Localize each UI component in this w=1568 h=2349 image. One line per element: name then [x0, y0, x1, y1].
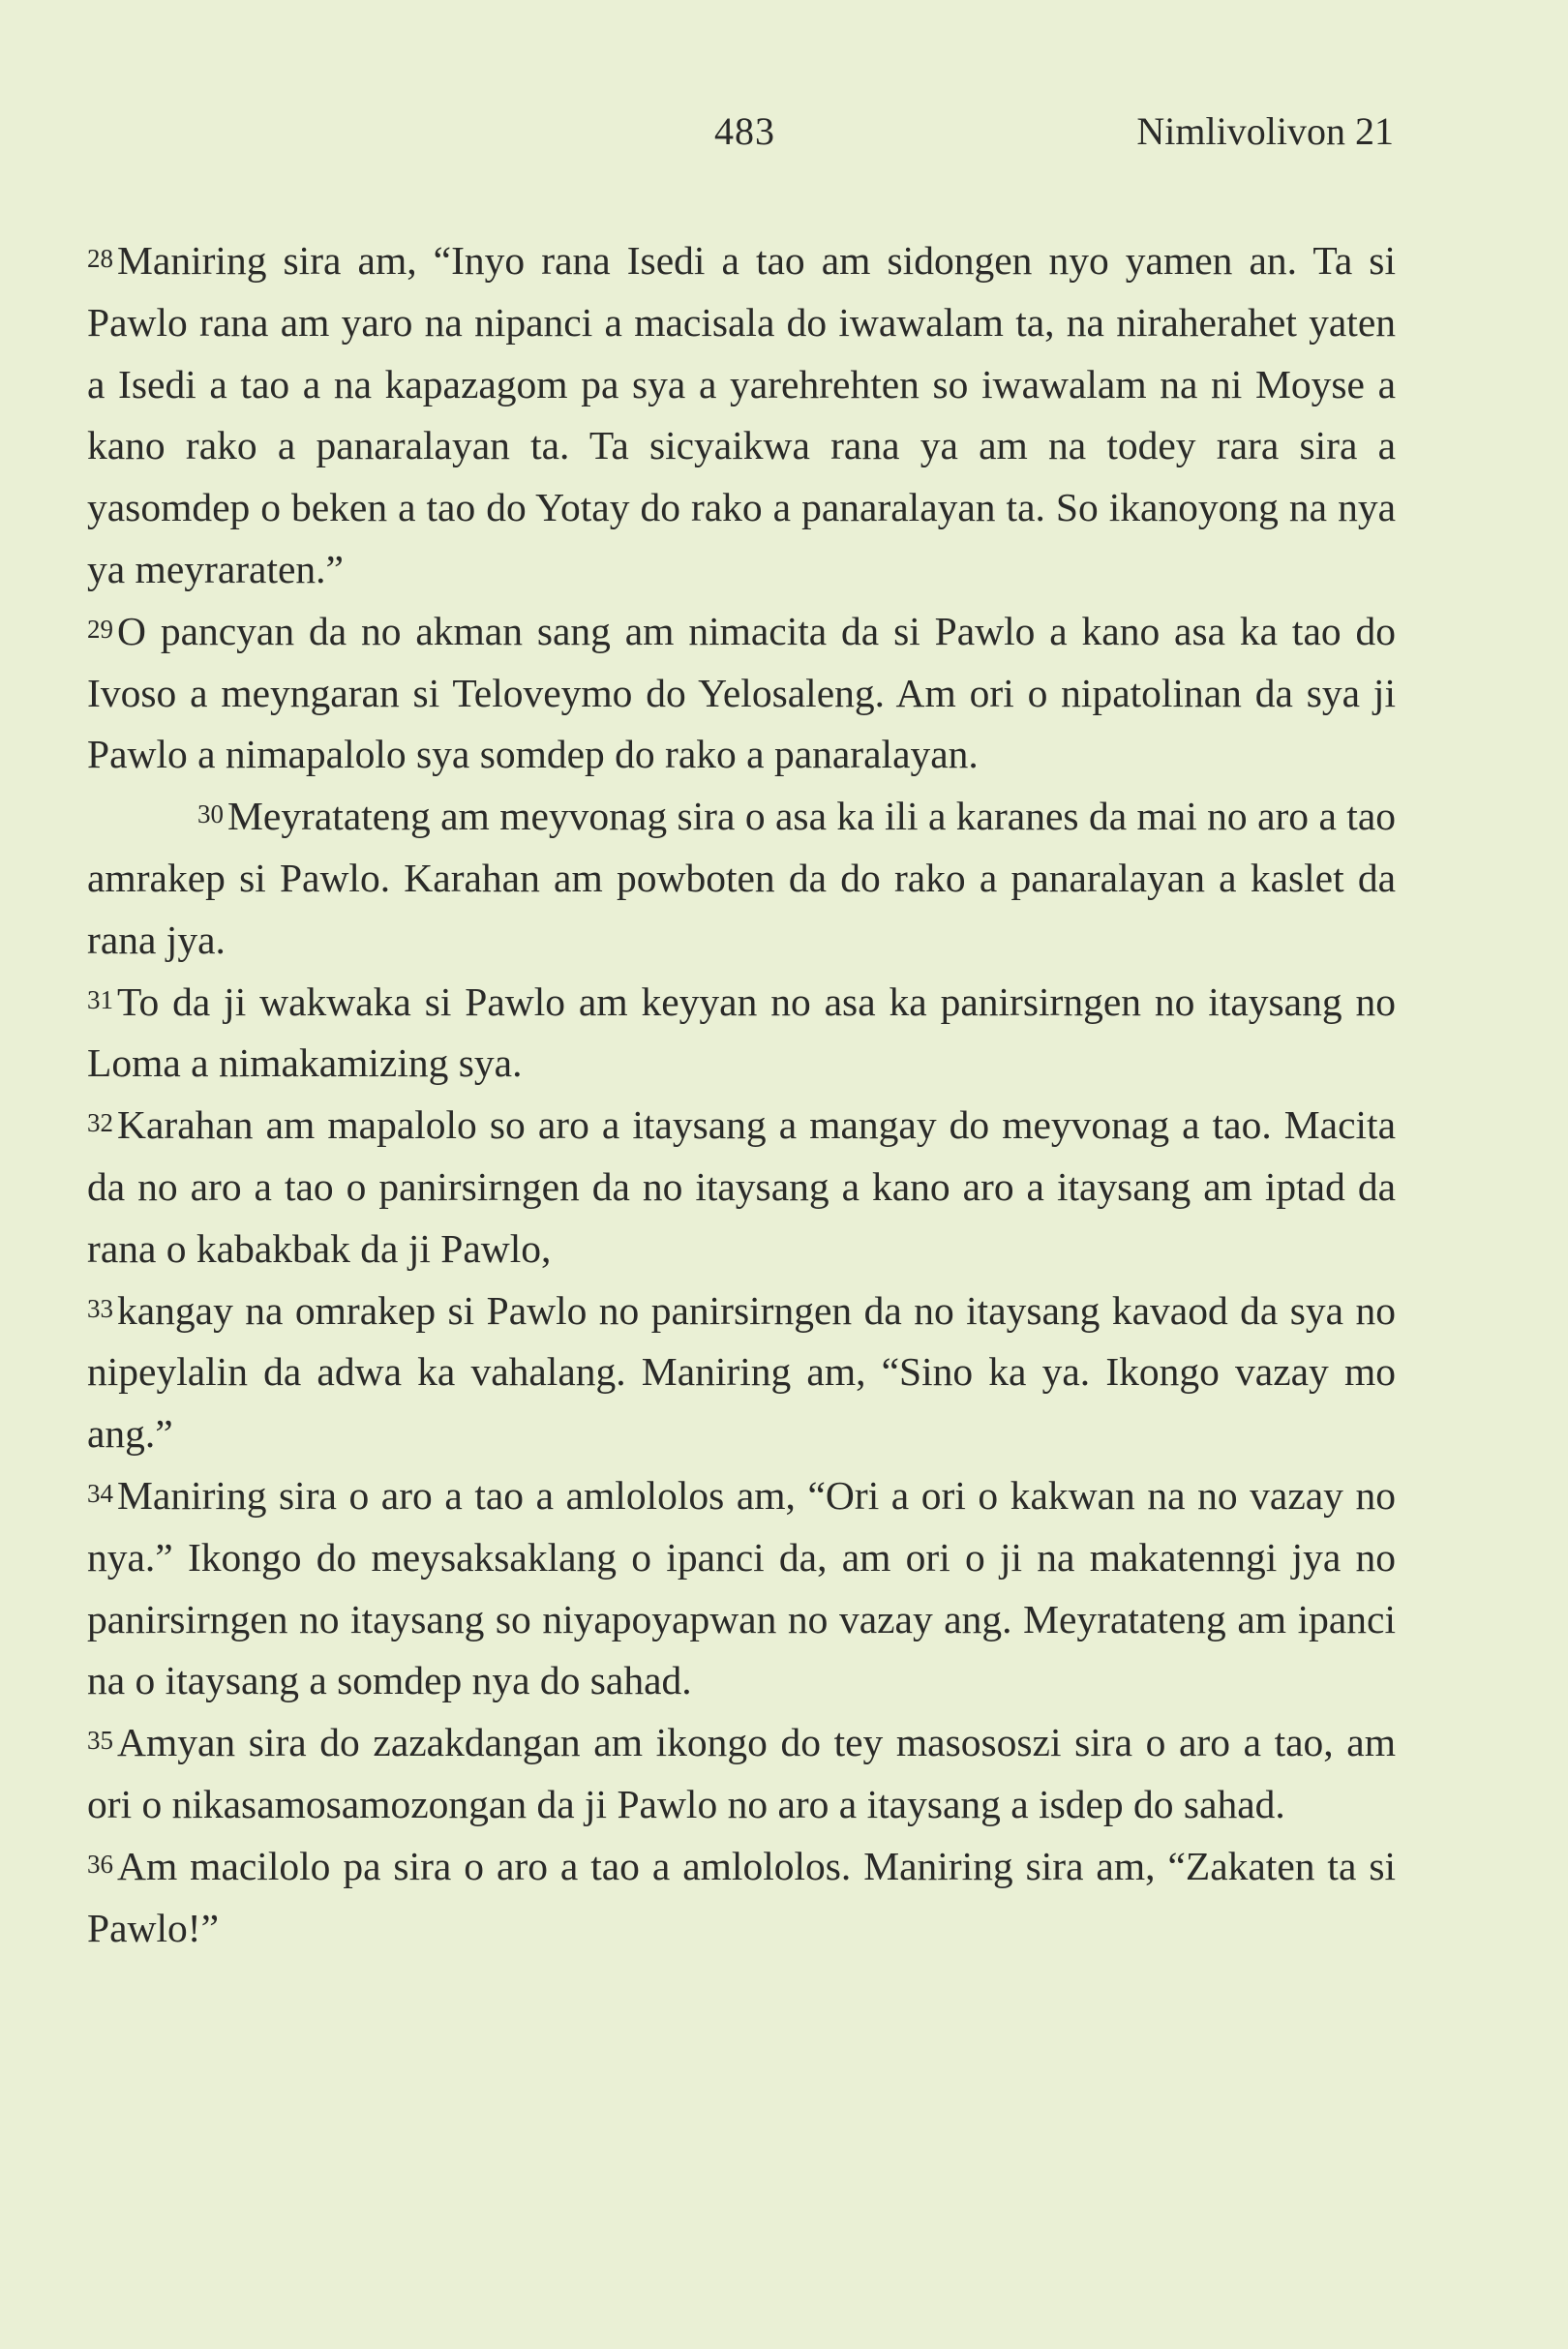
verse-28	[87, 230, 1396, 601]
verse-number: 36	[87, 1849, 113, 1879]
verse-text: Maniring sira am, “Inyo rana Isedi a tao am sidongen nyo yamen an. Ta si Pawlo rana am yaro na nipanci a macisala do iwawalam ta, na niraherahet yaten a Isedi a tao a na kapazagom pa sya a yarehrehten so iwawalam na ni Moyse a kano rako a panaralayan ta. Ta sicyaikwa rana ya am na todey rara sira a yasomdep o beken a tao do Yotay do rako a panaralayan ta. So ikanoyong na nya ya meyraraten.”	[87, 238, 1396, 591]
verse-text: Karahan am mapalolo so aro a itaysang a mangay do meyvonag a tao. Macita da no aro a tao o panirsirngen da no itaysang a kano aro a itaysang am iptad da rana o kabakbak da ji Pawlo,	[87, 1102, 1396, 1271]
running-head: Nimlivolivon 21	[1136, 109, 1394, 153]
page-number: 483	[714, 109, 775, 153]
verse-number: 35	[87, 1726, 113, 1756]
verse-number: 32	[87, 1108, 113, 1138]
verse-text: Am macilolo pa sira o aro a tao a amlololos. Maniring sira am, “Zakaten ta si Pawlo!”	[87, 1843, 1396, 1950]
verse-text: Amyan sira do zazakdangan am ikongo do tey masososzi sira o aro a tao, am ori o nikasamosamozongan da ji Pawlo no aro a itaysang a isdep do sahad.	[87, 1720, 1396, 1826]
verse-32	[87, 1095, 1396, 1280]
verse-31	[87, 972, 1396, 1096]
page-header	[85, 108, 1394, 166]
chapter-text	[87, 230, 1396, 1959]
verse-29	[87, 601, 1396, 786]
verse-text: Meyratateng am meyvonag sira o asa ka ili a karanes da mai no aro a tao amrakep si Pawlo. Karahan am powboten da do rako a panaralayan a kaslet da rana jya.	[87, 794, 1396, 962]
verse-34	[87, 1465, 1396, 1712]
verse-number: 29	[87, 614, 113, 644]
verse-text: kangay na omrakep si Pawlo no panirsirngen da no itaysang kavaod da sya no nipeylalin da adwa ka vahalang. Maniring am, “Sino ka ya. Ikongo vazay mo ang.”	[87, 1287, 1396, 1457]
verse-number: 34	[87, 1478, 113, 1508]
verse-number: 33	[87, 1293, 113, 1323]
verse-number: 30	[197, 799, 224, 829]
verse-text: O pancyan da no akman sang am nimacita da si Pawlo a kano asa ka tao do Ivoso a meyngaran si Teloveymo do Yelosaleng. Am ori o nipatolinan da sya ji Pawlo a nimapalolo sya somdep do rako a panaralayan.	[87, 608, 1396, 777]
verse-35	[87, 1712, 1396, 1836]
verse-text: Maniring sira o aro a tao a amlololos am, “Ori a ori o kakwan na no vazay no nya.” Ikongo do meysaksaklang o ipanci da, am ori o ji na makatenngi jya no panirsirngen no itaysang so niyapoyapwan no vazay ang. Meyratateng am ipanci na o itaysang a somdep nya do sahad.	[87, 1472, 1396, 1703]
verse-30	[87, 786, 1396, 971]
verse-36	[87, 1836, 1396, 1960]
verse-number: 28	[87, 244, 113, 273]
verse-text: To da ji wakwaka si Pawlo am keyyan no asa ka panirsirngen no itaysang no Loma a nimakamizing sya.	[87, 979, 1396, 1086]
verse-number: 31	[87, 984, 113, 1014]
verse-33	[87, 1280, 1396, 1465]
